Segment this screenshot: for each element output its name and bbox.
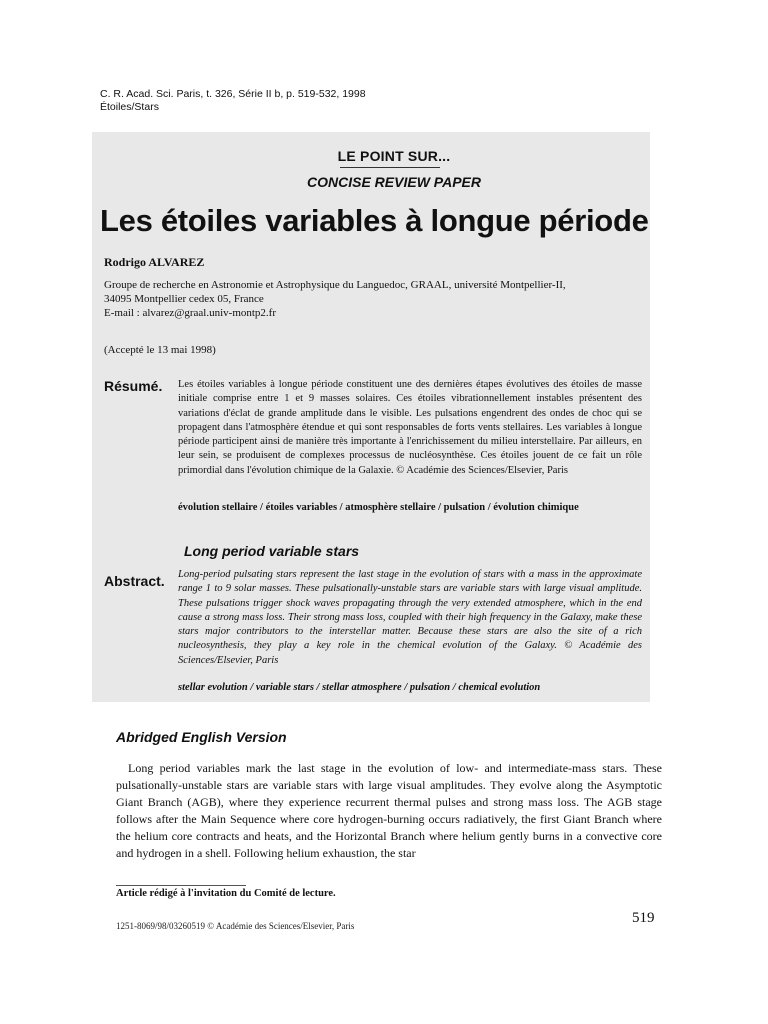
affiliation: [104, 278, 654, 320]
journal-citation: C. R. Acad. Sci. Paris, t. 326, Série II b, p. 519-532, 1998: [100, 88, 366, 100]
author-name: Rodrigo ALVAREZ: [104, 255, 205, 269]
footnote: Article rédigé à l'invitation du Comité de lecture.: [116, 888, 336, 899]
accepted-date: (Accepté le 13 mai 1998): [104, 344, 216, 356]
resume-label: Résumé.: [104, 378, 163, 394]
section-kicker-sub: CONCISE REVIEW PAPER: [307, 174, 481, 190]
page-number: 519: [632, 910, 655, 926]
affiliation-line: Groupe de recherche en Astronomie et Astrophysique du Languedoc, GRAAL, université Montpellier-II,: [104, 279, 566, 291]
imprint-line: 1251-8069/98/03260519 © Académie des Sciences/Elsevier, Paris: [116, 921, 355, 931]
abstract-text: Long-period pulsating stars represent the last stage in the evolution of stars with a mass in the approximate range 1 to 9 solar masses. These pulsationally-unstable stars are variable stars with large visual amplitude. These pulsations trigger shock waves propagating through the very extended atmosphere, which in the end cause a strong mass loss. Their strong mass loss, coupled with their high frequency in the Galaxy, make these stars major contributors to the interstellar matter. Because these stars are also the site of a rich nucleosynthesis, they play a key role in the chemical evolution of the Galaxy. © Académie des Sciences/Elsevier, Paris: [178, 569, 642, 666]
abridged-heading: Abridged English Version: [116, 729, 287, 745]
abstract-keywords: stellar evolution / variable stars / stellar atmosphere / pulsation / chemical evolution: [178, 682, 541, 693]
section-kicker: LE POINT SUR...: [337, 148, 451, 164]
journal-section: Étoiles/Stars: [100, 101, 159, 113]
resume-text: Les étoiles variables à longue période constituent une des dernières étapes évolutives des étoiles de masse initiale comprise entre 1 et 9 masses solaires. Ces étoiles vibrationnellement instables présentent des variations d'éclat de grande amplitude dans le visible. Les pulsations engendrent des ondes de choc qui se propagent dans l'atmosphère étendue et qui sont responsables de forts vents stellaires. Les variables à longue période participent ainsi de manière très importante à l'enrichissement du milieu interstellaire. Par ailleurs, en leur sein, se produisent de complexes processus de nucléosynthèse. Ces étoiles jouent de ce fait un rôle primordial dans l'évolution chimique de la Galaxie. © Académie des Sciences/Elsevier, Paris: [178, 379, 642, 476]
abstract-label: Abstract.: [104, 573, 165, 589]
footnote-divider: [116, 885, 246, 886]
kicker-divider: [340, 167, 440, 168]
paper-title: Les étoiles variables à longue période: [100, 203, 649, 238]
email-line: E-mail : alvarez@graal.univ-montp2.fr: [104, 307, 277, 319]
resume-keywords: évolution stellaire / étoiles variables / atmosphère stellaire / pulsation / évolution chimique: [178, 502, 579, 513]
body-paragraph: Long period variables mark the last stage in the evolution of low- and intermediate-mass stars. These pulsationally-unstable stars are variable stars with large visual amplitudes. They evolve along the Asymptotic Giant Branch (AGB), where they experience recurrent thermal pulses and strong mass loss. The AGB stage follows after the Main Sequence where core hydrogen-burning occurs radiatively, the first Giant Branch where the helium core contracts and heats, and the Horizontal Branch where helium gently burns in a convective core and hydrogen in a shell. Following helium exhaustion, the star: [116, 761, 662, 860]
english-title: Long period variable stars: [184, 543, 360, 559]
affiliation-line: 34095 Montpellier cedex 05, France: [104, 293, 264, 305]
journal-header: [100, 88, 366, 114]
